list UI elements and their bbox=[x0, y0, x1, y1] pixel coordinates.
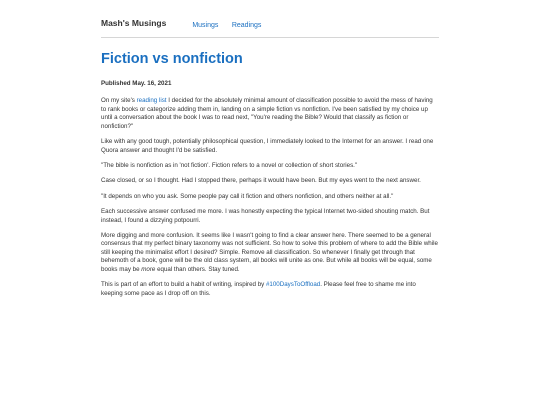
paragraph-7 bbox=[101, 232, 439, 274]
paragraph-4: Case closed, or so I thought. Had I stopped there, perhaps it would have been. But my eyes went to the next answer. bbox=[101, 177, 421, 185]
paragraph-2: Like with any good tough, potentially philosophical question, I immediately looked to the Internet for an answer. I read one Quora answer and thought I'd be satisfied. bbox=[101, 138, 434, 154]
paragraph-text: I decided for the absolutely minimal amount of classification possible to avoid the mess of having to rank books or categorize adding them in, landing on a simple fiction vs nonfiction. I've been satisfied by my choice up until a conversation about the book I was to read next, "You're reading the Bible? Would that classify as fiction or nonfiction?" bbox=[101, 97, 433, 130]
nav-link-musings[interactable]: Musings bbox=[192, 22, 219, 29]
paragraph-text: equal than others. Stay tuned. bbox=[155, 265, 240, 273]
paragraph-text: . Please feel free to shame me into keeping some pace as I drop off on this. bbox=[101, 281, 416, 297]
reading-list-link[interactable]: reading list bbox=[136, 97, 167, 105]
paragraph-8 bbox=[101, 281, 439, 298]
paragraph-text: More digging and more confusion. It seems like I wasn't going to find a clear answer here. There seemed to be a general consensus that my perfect binary taxonomy was not sufficient. So how to solve this problem of where to add the Bible while still keeping the minimalist effort I desired? Simple. Remove all classification. So whenever I finally get through that behemoth of a book, gone will be the old class system, all books will unite as one. But while all books will be equal, some books may be bbox=[101, 232, 438, 273]
site-nav bbox=[192, 14, 270, 32]
page-container bbox=[101, 0, 439, 305]
nav-link-readings[interactable]: Readings bbox=[231, 22, 262, 29]
site-header bbox=[101, 9, 439, 38]
post-body bbox=[101, 97, 439, 298]
paragraph-3: "The bible is nonfiction as in 'not fiction'. Fiction refers to a novel or collection of short stories." bbox=[101, 161, 358, 169]
hashtag-link[interactable]: #100DaysToOffload bbox=[265, 281, 321, 289]
paragraph-6: Each successive answer confused me more. I was honestly expecting the typical Internet two-sided shouting match. But instead, I found a dizzying potpourri. bbox=[101, 208, 430, 224]
paragraph-text: On my site's bbox=[101, 97, 137, 105]
post-title: Fiction vs nonfiction bbox=[101, 51, 243, 67]
site-title[interactable]: Mash's Musings bbox=[101, 18, 167, 28]
emphasis-text: more bbox=[141, 265, 156, 273]
paragraph-1 bbox=[101, 97, 439, 131]
paragraph-text: This is part of an effort to build a habit of writing, inspired by bbox=[101, 281, 266, 289]
published-date: Published May. 16, 2021 bbox=[101, 80, 172, 88]
paragraph-5: "It depends on who you ask. Some people pay call it fiction and others nonfiction, and others neither at all." bbox=[101, 192, 394, 200]
